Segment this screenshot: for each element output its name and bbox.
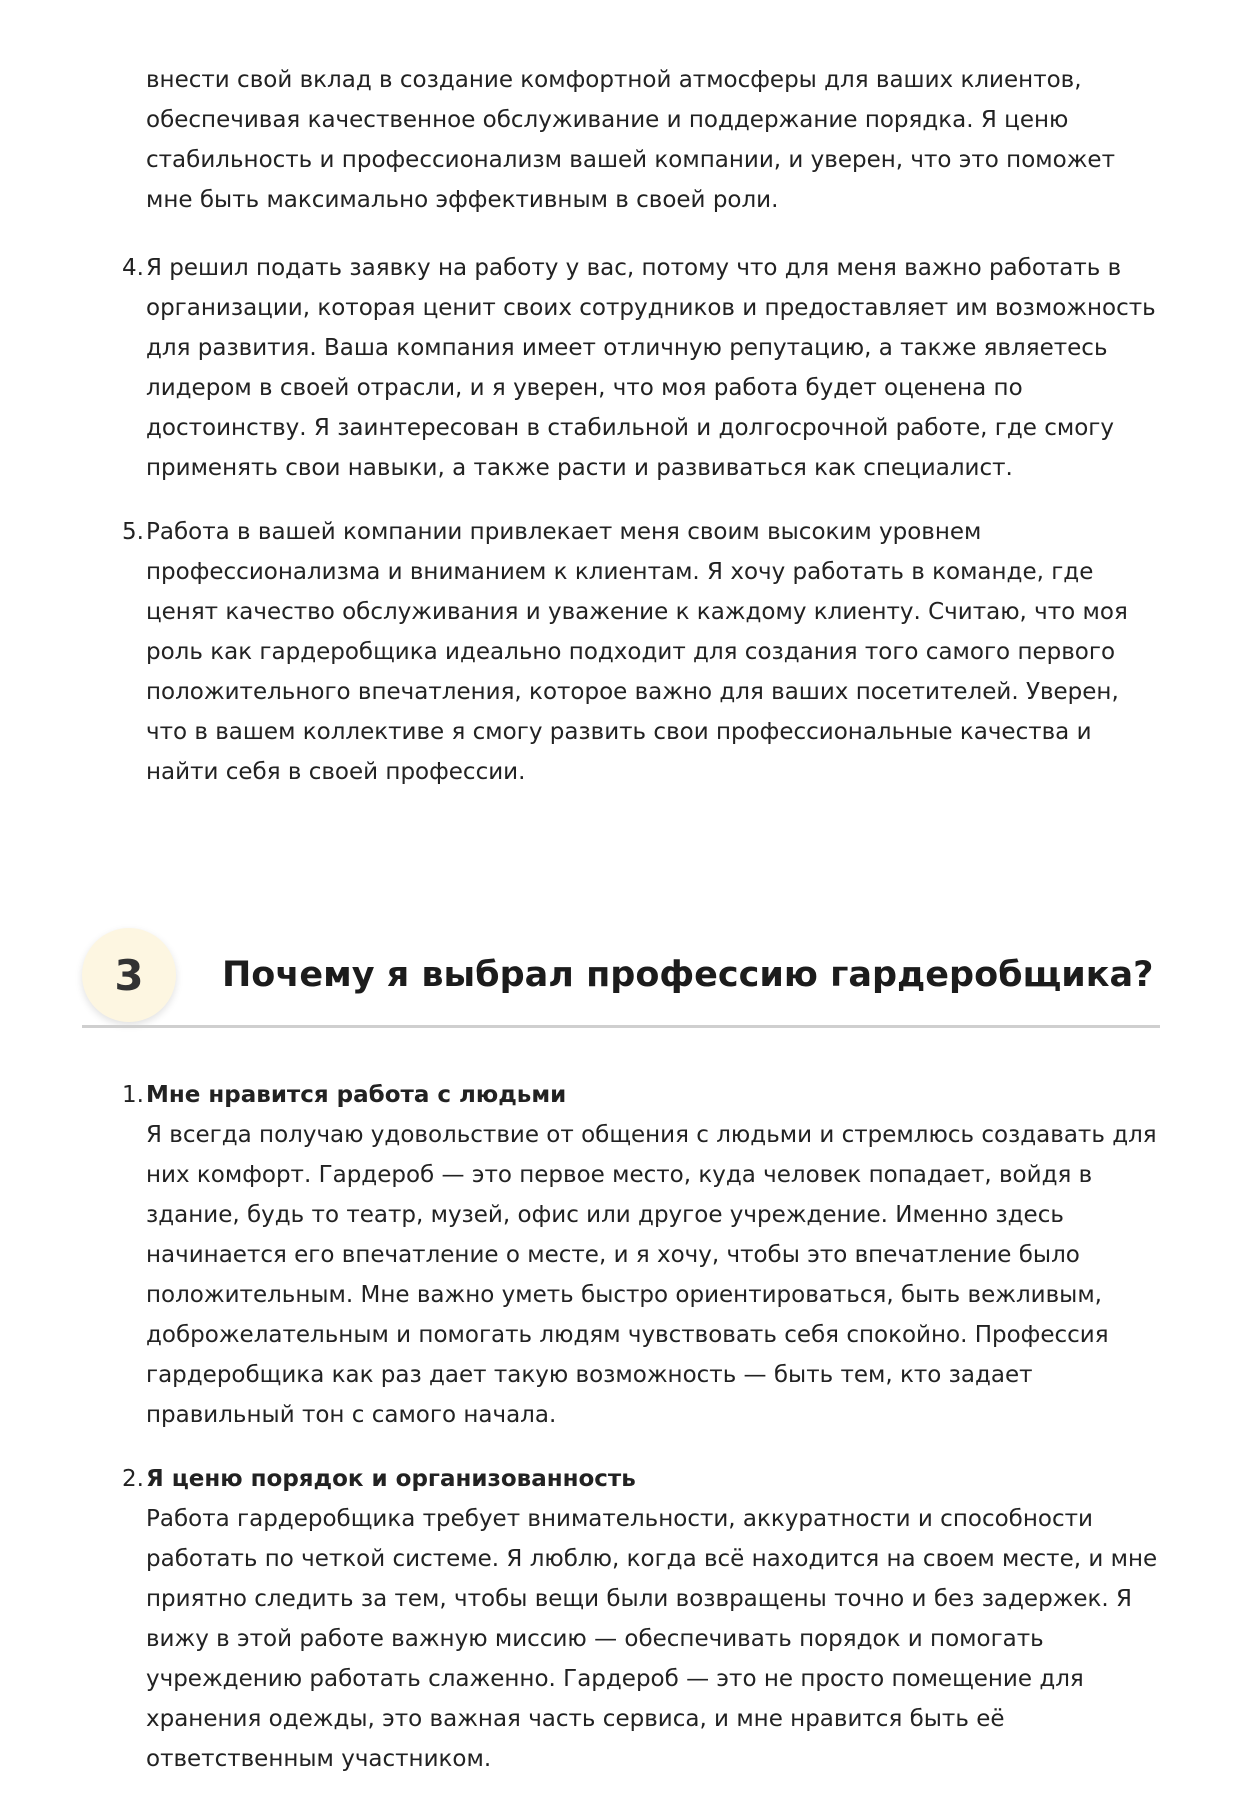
list-item-text: Работа в вашей компании привлекает меня своим высоким уровнем профессионализма и вниманием к клиентам. Я хочу работать в команде, где ценят качество обслуживания и уважение к каждому клиенту. Считаю, что моя роль как гардеробщика идеально подходит для создания того самого первого положительного впечатления, которое важно для ваших посетителей. Уверен, что в вашем коллективе я смогу развить свои профессиональные качества и найти себя в своей профессии. — [146, 519, 1128, 785]
list-item — [118, 248, 1158, 488]
list-item-heading: Я ценю порядок и организованность — [146, 1466, 636, 1492]
profession-reasons-list — [118, 1075, 1158, 1803]
list-item-heading: Мне нравится работа с людьми — [146, 1082, 567, 1108]
list-item — [118, 512, 1158, 792]
list-item-number: 2. — [122, 1466, 144, 1492]
list-item-number: 1. — [122, 1082, 144, 1108]
list-item-number: 4. — [122, 255, 144, 281]
list-item — [118, 1075, 1158, 1435]
list-item-text: Я всегда получаю удовольствие от общения с людьми и стремлюсь создавать для них комфорт. Гардероб — это первое место, куда человек попадает, войдя в здание, будь то театр, музей, офис или другое учреждение. Именно здесь начинается его впечатление о месте, и я хочу, чтобы это впечатление было положительным. Мне важно уметь быстро ориентироваться, быть вежливым, доброжелательным и помогать людям чувствовать себя спокойно. Профессия гардеробщика как раз дает такую возможность — быть тем, кто задает правильный тон с самого начала. — [146, 1122, 1157, 1428]
list-item-text: Работа гардеробщика требует внимательности, аккуратности и способности работать по четкой системе. Я люблю, когда всё находится на своем месте, и мне приятно следить за тем, чтобы вещи были возвращены точно и без задержек. Я вижу в этой работе важную миссию — обеспечивать порядок и помогать учреждению работать слаженно. Гардероб — это не просто помещение для хранения одежды, это важная часть сервиса, и мне нравится быть её ответственным участником. — [146, 1506, 1158, 1772]
section-header — [82, 928, 1160, 1026]
intro-continuation-paragraph: внести свой вклад в создание комфортной атмосферы для ваших клиентов, обеспечивая качественное обслуживание и поддержание порядка. Я ценю стабильность и профессионализм вашей компании, и уверен, что это поможет мне быть максимально эффективным в своей роли. — [146, 67, 1115, 213]
list-item-text: Я решил подать заявку на работу у вас, потому что для меня важно работать в организации, которая ценит своих сотрудников и предоставляет им возможность для развития. Ваша компания имеет отличную репутацию, а также являетесь лидером в своей отрасли, и я уверен, что моя работа будет оценена по достоинству. Я заинтересован в стабильной и долгосрочной работе, где смогу применять свои навыки, а также расти и развиваться как специалист. — [146, 255, 1156, 481]
list-item-number: 5. — [122, 519, 144, 545]
section-title: Почему я выбрал профессию гардеробщика? — [222, 955, 1154, 995]
section-number-badge: 3 — [82, 928, 176, 1022]
section-divider — [82, 1025, 1160, 1028]
reasons-list — [118, 248, 1158, 816]
list-item — [118, 1459, 1158, 1779]
